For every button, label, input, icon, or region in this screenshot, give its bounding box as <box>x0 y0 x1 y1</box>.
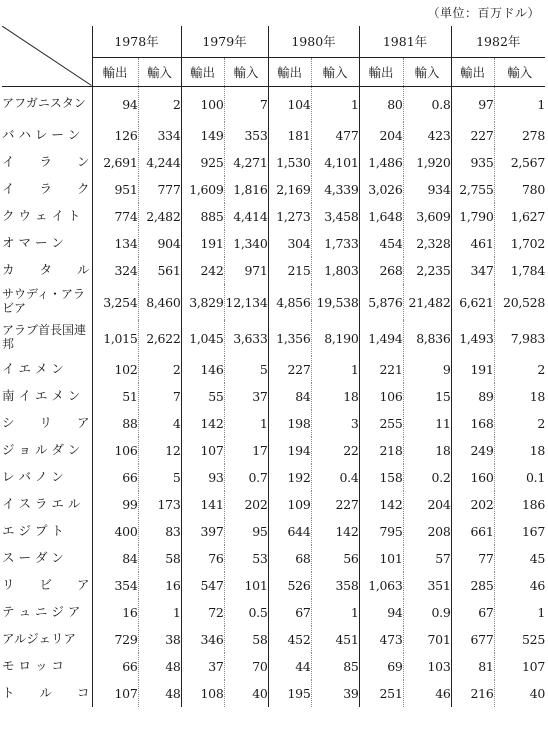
import-value: 561 <box>138 257 181 284</box>
table-row <box>2 284 545 320</box>
country-name: サウディ・アラビア <box>2 284 92 320</box>
export-value: 68 <box>268 545 311 572</box>
country-name: エ ジ プ ト <box>2 518 92 545</box>
diagonal-line <box>2 26 92 86</box>
table-row <box>2 257 545 284</box>
import-header: 輸入 <box>138 57 181 86</box>
import-value: 48 <box>138 680 181 707</box>
export-value: 1,356 <box>268 320 311 356</box>
export-value: 1,063 <box>359 572 403 599</box>
export-value: 397 <box>181 518 224 545</box>
import-value: 4,244 <box>138 149 181 176</box>
export-value: 1,648 <box>359 203 403 230</box>
import-header: 輸入 <box>494 57 545 86</box>
export-value: 221 <box>359 356 403 383</box>
export-value: 69 <box>359 653 403 680</box>
export-header: 輸出 <box>181 57 224 86</box>
import-value: 525 <box>522 632 545 647</box>
import-value: 57 <box>403 545 451 572</box>
export-value: 149 <box>181 122 224 149</box>
year-header: 1979年 <box>181 26 268 57</box>
export-value: 99 <box>92 491 138 518</box>
import-value: 0.7 <box>224 464 268 491</box>
export-value: 204 <box>359 122 403 149</box>
export-value: 644 <box>268 518 311 545</box>
export-value: 106 <box>92 437 138 464</box>
table-row <box>2 320 545 356</box>
export-value: 107 <box>181 437 224 464</box>
export-value: 400 <box>92 518 138 545</box>
country-name: ジ ョ ル ダ ン <box>2 437 92 464</box>
export-value: 100 <box>181 86 224 122</box>
export-value: 202 <box>451 491 494 518</box>
import-value: 353 <box>224 122 268 149</box>
import-value: 1 <box>311 86 359 122</box>
export-value: 77 <box>451 545 494 572</box>
table-row <box>2 410 545 437</box>
export-value: 677 <box>451 626 494 653</box>
import-value: 58 <box>224 626 268 653</box>
import-value: 0.2 <box>403 464 451 491</box>
export-value: 1,494 <box>359 320 403 356</box>
export-value: 1,045 <box>181 320 224 356</box>
country-name: ス ー ダ ン <box>2 545 92 572</box>
export-value: 195 <box>268 680 311 707</box>
import-value: 1,702 <box>510 236 545 251</box>
import-value: 12,134 <box>224 284 268 320</box>
import-value: 4,414 <box>224 203 268 230</box>
import-value: 5 <box>138 464 181 491</box>
export-value: 5,876 <box>359 284 403 320</box>
country-name: カ タ ル <box>2 257 92 284</box>
import-value: 21,482 <box>403 284 451 320</box>
import-value: 477 <box>311 122 359 149</box>
export-value: 885 <box>181 203 224 230</box>
export-value: 109 <box>268 491 311 518</box>
import-value: 2 <box>138 86 181 122</box>
export-value: 94 <box>92 86 138 122</box>
export-header: 輸出 <box>92 57 138 86</box>
export-value: 324 <box>92 257 138 284</box>
export-value: 37 <box>181 653 224 680</box>
export-value: 194 <box>268 437 311 464</box>
import-value: 18 <box>311 383 359 410</box>
export-value: 3,829 <box>181 284 224 320</box>
table-row <box>2 176 545 203</box>
export-value: 67 <box>451 599 494 626</box>
import-value: 4,101 <box>311 149 359 176</box>
import-value: 58 <box>138 545 181 572</box>
export-value: 2,755 <box>451 176 494 203</box>
import-value: 37 <box>224 383 268 410</box>
export-value: 3,026 <box>359 176 403 203</box>
export-value: 181 <box>268 122 311 149</box>
import-value: 85 <box>311 653 359 680</box>
table-row <box>2 491 545 518</box>
import-value: 83 <box>138 518 181 545</box>
import-value: 56 <box>311 545 359 572</box>
import-value: 2 <box>537 416 545 431</box>
export-value: 134 <box>92 230 138 257</box>
table-row <box>2 545 545 572</box>
import-value: 2,328 <box>403 230 451 257</box>
import-value: 0.4 <box>311 464 359 491</box>
export-value: 227 <box>268 356 311 383</box>
import-value: 18 <box>403 437 451 464</box>
import-value: 142 <box>311 518 359 545</box>
import-value: 3,609 <box>403 203 451 230</box>
import-value: 2,482 <box>138 203 181 230</box>
export-value: 44 <box>268 653 311 680</box>
import-value: 0.9 <box>403 599 451 626</box>
export-value: 66 <box>92 653 138 680</box>
import-value: 3 <box>311 410 359 437</box>
table-row <box>2 383 545 410</box>
export-value: 526 <box>268 572 311 599</box>
export-value: 1,493 <box>451 320 494 356</box>
import-value: 0.5 <box>224 599 268 626</box>
export-value: 473 <box>359 626 403 653</box>
export-value: 1,609 <box>181 176 224 203</box>
import-value: 278 <box>522 128 545 143</box>
export-value: 218 <box>359 437 403 464</box>
import-value: 1 <box>224 410 268 437</box>
import-value: 101 <box>224 572 268 599</box>
import-value: 70 <box>224 653 268 680</box>
export-value: 935 <box>451 149 494 176</box>
import-value: 351 <box>403 572 451 599</box>
import-value: 11 <box>403 410 451 437</box>
export-value: 108 <box>181 680 224 707</box>
export-value: 255 <box>359 410 403 437</box>
import-value: 39 <box>311 680 359 707</box>
import-value: 4 <box>138 410 181 437</box>
export-value: 192 <box>268 464 311 491</box>
import-value: 971 <box>224 257 268 284</box>
export-value: 249 <box>451 437 494 464</box>
import-value: 7 <box>224 86 268 122</box>
import-value: 202 <box>224 491 268 518</box>
country-name: リ ビ ア <box>2 572 92 599</box>
export-value: 84 <box>92 545 138 572</box>
import-value: 40 <box>224 680 268 707</box>
export-value: 452 <box>268 626 311 653</box>
export-value: 2,169 <box>268 176 311 203</box>
import-value: 22 <box>311 437 359 464</box>
export-value: 285 <box>451 572 494 599</box>
export-value: 198 <box>268 410 311 437</box>
table-row <box>2 356 545 383</box>
import-value: 227 <box>311 491 359 518</box>
country-name: オ マ ー ン <box>2 230 92 257</box>
import-value: 3,458 <box>311 203 359 230</box>
import-value: 1 <box>138 599 181 626</box>
export-value: 55 <box>181 383 224 410</box>
unit-note: （単位：百万ドル） <box>427 6 540 20</box>
year-header: 1980年 <box>268 26 359 57</box>
export-value: 142 <box>181 410 224 437</box>
year-header: 1982年 <box>451 26 545 57</box>
import-value: 7 <box>138 383 181 410</box>
import-value: 2 <box>537 362 545 377</box>
export-value: 547 <box>181 572 224 599</box>
import-value: 2,567 <box>510 155 545 170</box>
import-value: 334 <box>138 122 181 149</box>
import-value: 15 <box>403 383 451 410</box>
trade-table <box>2 26 545 707</box>
import-value: 777 <box>138 176 181 203</box>
export-value: 354 <box>92 572 138 599</box>
import-value: 186 <box>522 497 545 512</box>
country-name: レ バ ノ ン <box>2 464 92 491</box>
import-value: 780 <box>522 182 545 197</box>
export-value: 951 <box>92 176 138 203</box>
export-value: 3,254 <box>92 284 138 320</box>
import-value: 40 <box>529 686 545 701</box>
country-name: テ ュ ニ ジ ア <box>2 599 92 626</box>
export-value: 774 <box>92 203 138 230</box>
export-value: 106 <box>359 383 403 410</box>
corner-cell <box>2 26 92 86</box>
export-value: 97 <box>451 86 494 122</box>
import-value: 5 <box>224 356 268 383</box>
import-value: 0.8 <box>403 86 451 122</box>
import-value: 2 <box>138 356 181 383</box>
country-name: ト ル コ <box>2 680 92 707</box>
import-value: 45 <box>529 551 545 566</box>
country-name: イ ラ ン <box>2 149 92 176</box>
import-value: 2,622 <box>138 320 181 356</box>
export-value: 795 <box>359 518 403 545</box>
country-name: シ リ ア <box>2 410 92 437</box>
export-value: 191 <box>451 356 494 383</box>
import-value: 8,836 <box>403 320 451 356</box>
import-value: 8,460 <box>138 284 181 320</box>
export-header: 輸出 <box>268 57 311 86</box>
import-value: 451 <box>311 626 359 653</box>
export-value: 158 <box>359 464 403 491</box>
table-row <box>2 86 545 122</box>
export-value: 84 <box>268 383 311 410</box>
export-value: 141 <box>181 491 224 518</box>
import-value: 9 <box>403 356 451 383</box>
import-value: 8,190 <box>311 320 359 356</box>
export-value: 191 <box>181 230 224 257</box>
import-value: 4,339 <box>311 176 359 203</box>
export-value: 81 <box>451 653 494 680</box>
import-value: 423 <box>403 122 451 149</box>
export-value: 1,273 <box>268 203 311 230</box>
import-value: 38 <box>138 626 181 653</box>
import-value: 17 <box>224 437 268 464</box>
import-value: 107 <box>522 659 545 674</box>
export-value: 66 <box>92 464 138 491</box>
import-value: 16 <box>138 572 181 599</box>
export-value: 67 <box>268 599 311 626</box>
export-value: 461 <box>451 230 494 257</box>
table-row <box>2 230 545 257</box>
import-value: 18 <box>529 389 545 404</box>
export-value: 661 <box>451 518 494 545</box>
import-value: 1,340 <box>224 230 268 257</box>
year-header: 1981年 <box>359 26 451 57</box>
export-value: 1,015 <box>92 320 138 356</box>
import-header: 輸入 <box>311 57 359 86</box>
import-value: 46 <box>529 578 545 593</box>
import-value: 12 <box>138 437 181 464</box>
country-name: ク ウ ェ イ ト <box>2 203 92 230</box>
export-value: 72 <box>181 599 224 626</box>
import-value: 208 <box>403 518 451 545</box>
export-value: 146 <box>181 356 224 383</box>
table-row <box>2 518 545 545</box>
export-value: 101 <box>359 545 403 572</box>
import-value: 1,784 <box>510 263 545 278</box>
country-name: アルジェリア <box>2 626 92 653</box>
country-name: モ ロ ッ コ <box>2 653 92 680</box>
export-value: 1,530 <box>268 149 311 176</box>
year-header: 1978年 <box>92 26 181 57</box>
country-name: アラブ首長国連邦 <box>2 320 92 356</box>
import-value: 1,803 <box>311 257 359 284</box>
import-value: 20,528 <box>503 294 545 310</box>
import-value: 1 <box>537 96 545 112</box>
export-value: 142 <box>359 491 403 518</box>
country-name: バ ハ レ ー ン <box>2 122 92 149</box>
import-value: 1 <box>311 599 359 626</box>
import-value: 53 <box>224 545 268 572</box>
export-value: 1,790 <box>451 203 494 230</box>
export-value: 107 <box>92 680 138 707</box>
export-value: 729 <box>92 626 138 653</box>
import-header: 輸入 <box>403 57 451 86</box>
import-value: 18 <box>529 443 545 458</box>
import-value: 1,816 <box>224 176 268 203</box>
export-value: 925 <box>181 149 224 176</box>
import-value: 934 <box>403 176 451 203</box>
import-value: 2,235 <box>403 257 451 284</box>
export-value: 51 <box>92 383 138 410</box>
export-value: 88 <box>92 410 138 437</box>
table-row <box>2 122 545 149</box>
import-header: 輸入 <box>224 57 268 86</box>
export-header: 輸出 <box>359 57 403 86</box>
import-value: 358 <box>311 572 359 599</box>
export-value: 16 <box>92 599 138 626</box>
import-value: 1 <box>537 605 545 620</box>
export-value: 168 <box>451 410 494 437</box>
year-header-row <box>2 26 545 57</box>
import-value: 1,627 <box>510 209 545 224</box>
table-row <box>2 599 545 626</box>
export-value: 94 <box>359 599 403 626</box>
export-value: 346 <box>181 626 224 653</box>
export-value: 268 <box>359 257 403 284</box>
import-value: 904 <box>138 230 181 257</box>
table-row <box>2 437 545 464</box>
export-value: 304 <box>268 230 311 257</box>
import-value: 1,733 <box>311 230 359 257</box>
country-name: イ ス ラ エ ル <box>2 491 92 518</box>
import-value: 204 <box>403 491 451 518</box>
import-value: 95 <box>224 518 268 545</box>
import-value: 0.1 <box>526 470 545 485</box>
table-row <box>2 149 545 176</box>
import-value: 103 <box>403 653 451 680</box>
import-value: 167 <box>522 524 545 539</box>
import-value: 701 <box>403 626 451 653</box>
import-value: 1 <box>311 356 359 383</box>
table-row <box>2 464 545 491</box>
import-value: 3,633 <box>224 320 268 356</box>
table-row <box>2 572 545 599</box>
import-value: 4,271 <box>224 149 268 176</box>
table-row <box>2 626 545 653</box>
country-name: イ ラ ク <box>2 176 92 203</box>
import-value: 173 <box>138 491 181 518</box>
export-value: 93 <box>181 464 224 491</box>
import-value: 48 <box>138 653 181 680</box>
export-value: 242 <box>181 257 224 284</box>
export-value: 4,856 <box>268 284 311 320</box>
export-value: 126 <box>92 122 138 149</box>
export-value: 216 <box>451 680 494 707</box>
export-value: 2,691 <box>92 149 138 176</box>
export-value: 102 <box>92 356 138 383</box>
country-name: アフガニスタン <box>2 86 92 122</box>
export-value: 160 <box>451 464 494 491</box>
export-value: 104 <box>268 86 311 122</box>
export-value: 251 <box>359 680 403 707</box>
country-name: イ エ メ ン <box>2 356 92 383</box>
export-value: 454 <box>359 230 403 257</box>
import-value: 7,983 <box>510 330 545 346</box>
export-value: 80 <box>359 86 403 122</box>
export-value: 6,621 <box>451 284 494 320</box>
export-value: 89 <box>451 383 494 410</box>
table-row <box>2 680 545 707</box>
export-value: 215 <box>268 257 311 284</box>
export-value: 227 <box>451 122 494 149</box>
export-value: 347 <box>451 257 494 284</box>
export-value: 76 <box>181 545 224 572</box>
import-value: 19,538 <box>311 284 359 320</box>
table-row <box>2 203 545 230</box>
table-row <box>2 653 545 680</box>
export-value: 1,486 <box>359 149 403 176</box>
export-header: 輸出 <box>451 57 494 86</box>
import-value: 46 <box>403 680 451 707</box>
country-name: 南 イ エ メ ン <box>2 383 92 410</box>
table-body <box>2 86 545 707</box>
import-value: 1,920 <box>403 149 451 176</box>
